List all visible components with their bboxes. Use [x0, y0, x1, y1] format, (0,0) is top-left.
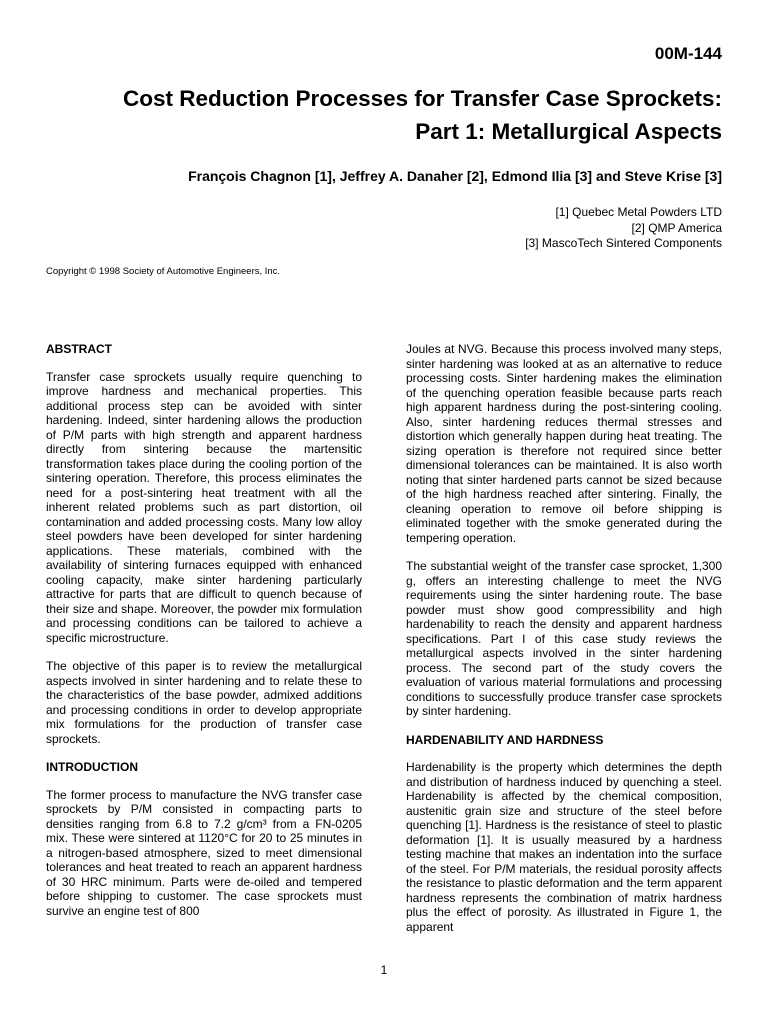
affiliation-3: [3] MascoTech Sintered Components	[525, 236, 722, 250]
introduction-paragraph-3: The substantial weight of the transfer case sprocket, 1,300 g, offers an interesting challenge to meet the NVG requirements using the sinter hardening route. The base powder must show good compressibility and high hardenability to reach the density and apparent hardness specifications. Part I of this case study reviews the metallurgical aspects involved in the sinter hardening process. The second part of the study covers the evaluation of various material formulations and processing conditions to successfully produce transfer case sprockets by sinter hardening.	[406, 559, 722, 718]
right-column	[406, 342, 722, 948]
affiliation-1: [1] Quebec Metal Powders LTD	[555, 205, 722, 219]
document-id: 00M-144	[654, 44, 722, 63]
title-line-2: Part 1: Metallurgical Aspects	[415, 119, 722, 144]
title-line-1: Cost Reduction Processes for Transfer Case Sprockets:	[123, 86, 722, 111]
introduction-paragraph-1: The former process to manufacture the NVG transfer case sprockets by P/M consisted in compacting parts to densities ranging from 6.8 to 7.2 g/cm³ from a FN-0205 mix. These were sintered at 1120°C for 20 to 25 minutes in a nitrogen-based atmosphere, sized to meet dimensional tolerances and heat treated to reach an apparent hardness of 30 HRC minimum. Parts were de-oiled and tempered before shipping to customer. The case sprockets must survive an engine test of 800	[46, 787, 362, 918]
paper-title	[42, 82, 722, 148]
affiliation-2: [2] QMP America	[631, 220, 722, 235]
left-column	[46, 342, 362, 932]
page-number: 1	[380, 963, 388, 977]
authors: François Chagnon [1], Jeffrey A. Danaher [2], Edmond Ilia [3] and Steve Krise [3]	[188, 168, 722, 184]
affiliations	[322, 205, 722, 252]
hardenability-paragraph-1: Hardenability is the property which determines the depth and distribution of hardness induced by quenching a steel. Hardenability is affected by the chemical composition, austenitic grain size and structure of the steel before quenching [1]. Hardness is the resistance of steel to plastic deformation [1]. It is usually measured by a hardness testing machine that makes an indentation into the surface of the steel. For P/M materials, the residual porosity affects the resistance to plastic deformation and the term apparent hardness represents the combination of matrix hardness plus the effect of porosity. As illustrated in Figure 1, the apparent	[406, 760, 722, 934]
introduction-paragraph-2: Joules at NVG. Because this process involved many steps, sinter hardening was looked at as an alternative to reduce processing costs. Sinter hardening makes the elimination of the quenching operation feasible because parts reach high apparent hardness during the post-sintering cooling. Also, sinter hardening reduces thermal stresses and distortion which generally happen during heat treating. The sizing operation is therefore not required since better dimensional tolerances can be maintained. It is also worth noting that sinter hardened parts cannot be sized because of the high hardness reached after sintering. Finally, the cleaning operation to remove oil before shipping is eliminated together with the smoke generated during the tempering operation.	[406, 342, 722, 545]
copyright-notice: Copyright © 1998 Society of Automotive Engineers, Inc.	[46, 266, 281, 277]
introduction-heading: INTRODUCTION	[46, 760, 138, 774]
abstract-paragraph-1: Transfer case sprockets usually require quenching to improve hardness and mechanical properties. This additional process step can be avoided with sinter hardening. Indeed, sinter hardening allows the production of P/M parts with high strength and apparent hardness directly from sintering because the martensitic transformation takes place during the cooling portion of the sintering operation. Therefore, this process eliminates the need for a post-sintering heat treatment with all the inherent related problems such as part distortion, oil contamination and added processing costs. Many low alloy steel powders have been developed for sinter hardening applications. These materials, combined with the availability of sintering furnaces equipped with enhanced cooling capacity, make sinter hardening particularly attractive for parts that are difficult to quench because of their size and shape. Moreover, the powder mix formulation and processing conditions can be tailored to achieve a specific microstructure.	[46, 369, 362, 645]
abstract-paragraph-2: The objective of this paper is to review the metallurgical aspects involved in sinter hardening and to relate these to the characteristics of the base powder, admixed additions and processing conditions in order to develop appropriate mix formulations for the production of transfer case sprockets.	[46, 659, 362, 746]
abstract-heading: ABSTRACT	[46, 342, 112, 356]
hardenability-heading: HARDENABILITY AND HARDNESS	[406, 732, 604, 747]
